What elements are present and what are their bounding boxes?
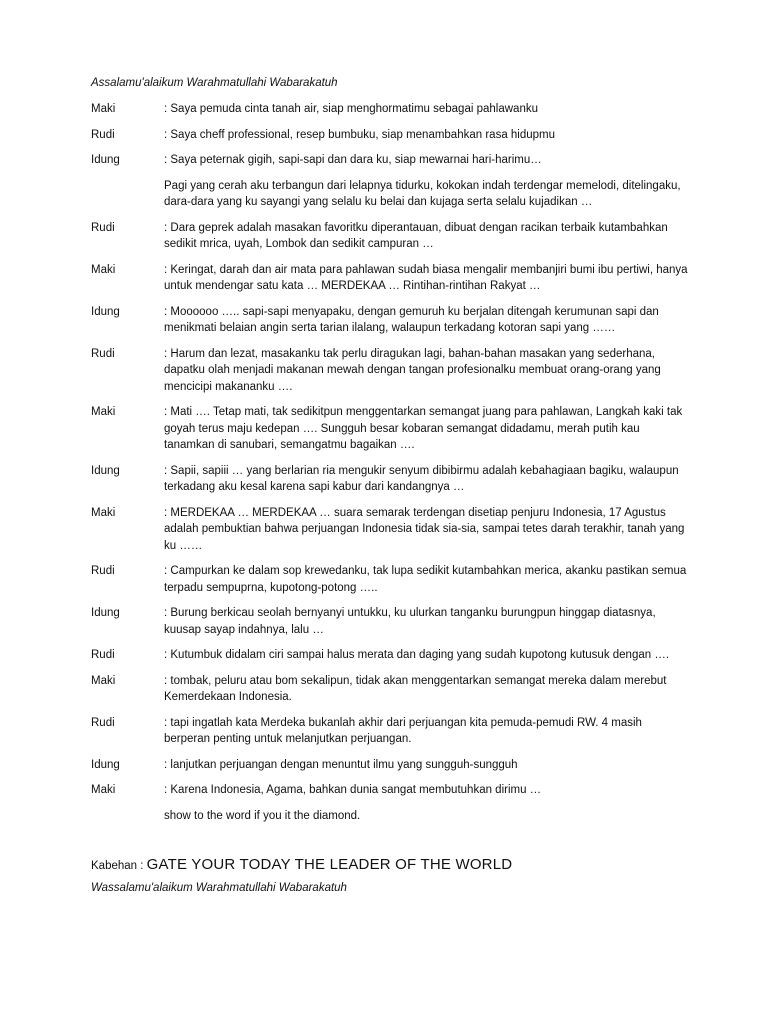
dialog-row <box>91 101 691 118</box>
speaker-name: Rudi <box>91 221 115 234</box>
speaker-name: Rudi <box>91 128 115 141</box>
dialog-line: : Saya peternak gigih, sapi-sapi dan dara ku, siap mewarnai hari-harimu… <box>164 154 542 166</box>
speaker-name: Maki <box>91 263 116 276</box>
dialog-line: : Saya pemuda cinta tanah air, siap menghormatimu sebagai pahlawanku <box>164 103 538 115</box>
speaker-name: Idung <box>91 758 120 771</box>
speaker-name: Maki <box>91 506 116 519</box>
dialog-line: : Mati …. Tetap mati, tak sedikitpun menggentarkan semangat juang para pahlawan, Langkah kaki tak goyah terus maju kedepan …. Sungguh besar kobaran semangat didadamu, merah putih kau tanamkan di sanubari, semangatmu bagaikan …. <box>164 406 683 451</box>
dialog-line: : tombak, peluru atau bom sekalipun, tidak akan menggentarkan semangat mereka dalam merebut Kemerdekaan Indonesia. <box>164 674 667 703</box>
dialog-line: : Campurkan ke dalam sop krewedanku, tak lupa sedikit kutambahkan merica, akanku pastikan semua terpadu sempuprna, kupotong-potong ….. <box>164 565 687 594</box>
dialog-line: : Saya cheff professional, resep bumbuku, siap menambahkan rasa hidupmu <box>164 128 556 141</box>
dialog-line: : MERDEKAA … MERDEKAA … suara semarak terdengan disetiap penjuru Indonesia, 17 Agustus adalah pembuktian bahwa perjuangan Indonesia tidak sia-sia, sampai tetes darah terakhir, tanah yang ku …… <box>164 506 685 552</box>
speaker-name: Maki <box>91 103 116 115</box>
speaker-name: Rudi <box>91 649 115 661</box>
dialog-row <box>91 757 691 774</box>
closing-line <box>91 854 691 877</box>
dialog-row <box>91 505 691 555</box>
dialog-line: : lanjutkan perjuangan dengan menuntut ilmu yang sungguh-sungguh <box>164 758 518 771</box>
dialog-line: : Sapii, sapiii … yang berlarian ria mengukir senyum dibibirmu adalah kebahagiaan bagiku, walaupun terkadang aku kesal karena sapi kabur dari kandangnya … <box>164 464 679 493</box>
speaker-name: Maki <box>91 674 116 687</box>
speaker-name: Idung <box>91 607 120 619</box>
dialog-line: : Burung berkicau seolah bernyanyi untukku, ku ulurkan tanganku burungpun hinggap diatasnya, kuusap sayap indahnya, lalu … <box>164 607 656 636</box>
farewell-greeting: Wassalamu'alaikum Warahmatullahi Wabarakatuh <box>91 882 347 894</box>
dialog-row <box>91 152 691 169</box>
dialog-line: : tapi ingatlah kata Merdeka bukanlah akhir dari perjuangan kita pemuda-pemudi RW. 4 masih berperan penting untuk melanjutkan perjuangan. <box>164 716 642 745</box>
dialog-line: : Harum dan lezat, masakanku tak perlu diragukan lagi, bahan-bahan masakan yang sederhana, dapatku olah menjadi makanan mewah dengan tangan profesionalku membuat orang-orang yang mencicipi makananku …. <box>164 347 661 393</box>
dialog-line: : Karena Indonesia, Agama, bahkan dunia sangat membutuhkan dirimu … <box>164 784 542 796</box>
dialog-row <box>91 647 691 664</box>
dialog-row <box>91 346 691 396</box>
dialog-row <box>91 605 691 638</box>
narration-paragraph: Pagi yang cerah aku terbangun dari lelapnya tidurku, kokokan indah terdengar memelodi, ditelingaku, dara-dara yang ku sayangi yang selalu ku belai dan kujaga serta selalu kujadikan … <box>164 179 681 208</box>
dialog-line: : Moooooo ….. sapi-sapi menyapaku, dengan gemuruh ku berjalan ditengah kerumunan sapi dan menikmati belaian angin serta tarian ilalang, walaupun terkadang kotoran sapi yang …… <box>164 305 659 334</box>
speaker-name: Idung <box>91 464 120 477</box>
dialog-row <box>91 782 691 799</box>
speaker-name: Maki <box>91 784 116 796</box>
closing-speaker: Kabehan : <box>91 860 144 872</box>
document-body <box>91 76 691 896</box>
narration-paragraph: show to the word if you it the diamond. <box>164 809 361 822</box>
dialog-row <box>91 563 691 596</box>
dialog-row <box>91 127 691 144</box>
speaker-name: Rudi <box>91 565 115 577</box>
speaker-name: Idung <box>91 154 120 166</box>
dialog-row <box>91 220 691 253</box>
dialog-row <box>91 715 691 748</box>
dialog-line: : Keringat, darah dan air mata para pahlawan sudah biasa mengalir membanjiri bumi ibu pertiwi, hanya untuk mendengar satu kata … MERDEKAA … Rintihan-rintihan Rakyat … <box>164 263 688 292</box>
dialog-list <box>91 101 691 824</box>
dialog-row <box>91 404 691 454</box>
dialog-row <box>91 673 691 706</box>
dialog-line: : Dara geprek adalah masakan favoritku diperantauan, dibuat dengan racikan terbaik kutambahkan sedikit mrica, uyah, Lombok dan sedikit campuran … <box>164 221 668 250</box>
dialog-row <box>91 304 691 337</box>
speaker-name: Maki <box>91 406 116 418</box>
speaker-name: Idung <box>91 305 120 318</box>
dialog-row <box>91 262 691 295</box>
opening-greeting: Assalamu'alaikum Warahmatullahi Wabarakatuh <box>91 77 338 89</box>
closing-text: GATE YOUR TODAY THE LEADER OF THE WORLD <box>146 856 513 873</box>
speaker-name: Rudi <box>91 347 115 360</box>
dialog-row <box>91 463 691 496</box>
dialog-line: : Kutumbuk didalam ciri sampai halus merata dan daging yang sudah kupotong kutusuk dengan …. <box>164 649 670 661</box>
speaker-name: Rudi <box>91 716 115 729</box>
